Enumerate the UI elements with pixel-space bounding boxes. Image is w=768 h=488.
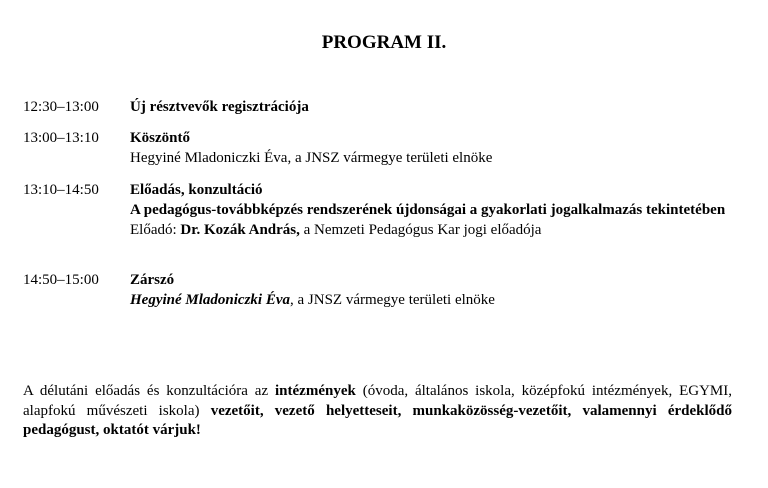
closing-emphasis: intézmények — [275, 383, 356, 399]
closing-text: (óvoda, általános iskola, középfokú intézmények, EGYMI, alapfokú művészeti iskola) — [23, 383, 732, 419]
speaker-line — [130, 220, 735, 240]
schedule-heading: Köszöntő — [130, 130, 190, 146]
speaker-role: a Nemzeti Pedagógus Kar jogi előadója — [299, 222, 542, 238]
closing-speaker-role: , a JNSZ vármegye területi elnöke — [290, 292, 495, 308]
closing-emphasis: vezetőit, vezető helyetteseit, munkaközösség-vezetőit, valamennyi érdeklődő pedagógust, oktatót várjuk! — [23, 402, 732, 438]
schedule-heading: Előadás, konzultáció — [130, 182, 263, 198]
schedule-time: 13:10–14:50 — [23, 182, 99, 198]
schedule-heading: Zárszó — [130, 272, 175, 288]
speaker-name: Dr. Kozák András, — [180, 222, 300, 238]
closing-speaker-name: Hegyiné Mladoniczki Éva — [130, 292, 290, 308]
schedule-time: 14:50–15:00 — [23, 272, 99, 288]
lecture-title: A pedagógus-továbbképzés rendszerének újdonságai a gyakorlati jogalkalmazás tekintetében — [130, 202, 726, 218]
schedule-detail: Hegyiné Mladoniczki Éva, a JNSZ vármegye területi elnöke — [130, 150, 493, 166]
speaker-label: Előadó: — [130, 222, 181, 238]
page-title: PROGRAM II. — [321, 32, 447, 53]
schedule-time: 12:30–13:00 — [23, 99, 99, 115]
closing-text: A délutáni előadás és konzultációra az — [23, 383, 275, 399]
closing-paragraph — [23, 382, 732, 441]
schedule-heading: Új résztvevők regisztrációja — [130, 99, 309, 115]
schedule-detail — [130, 290, 735, 310]
schedule-time: 13:00–13:10 — [23, 130, 99, 146]
